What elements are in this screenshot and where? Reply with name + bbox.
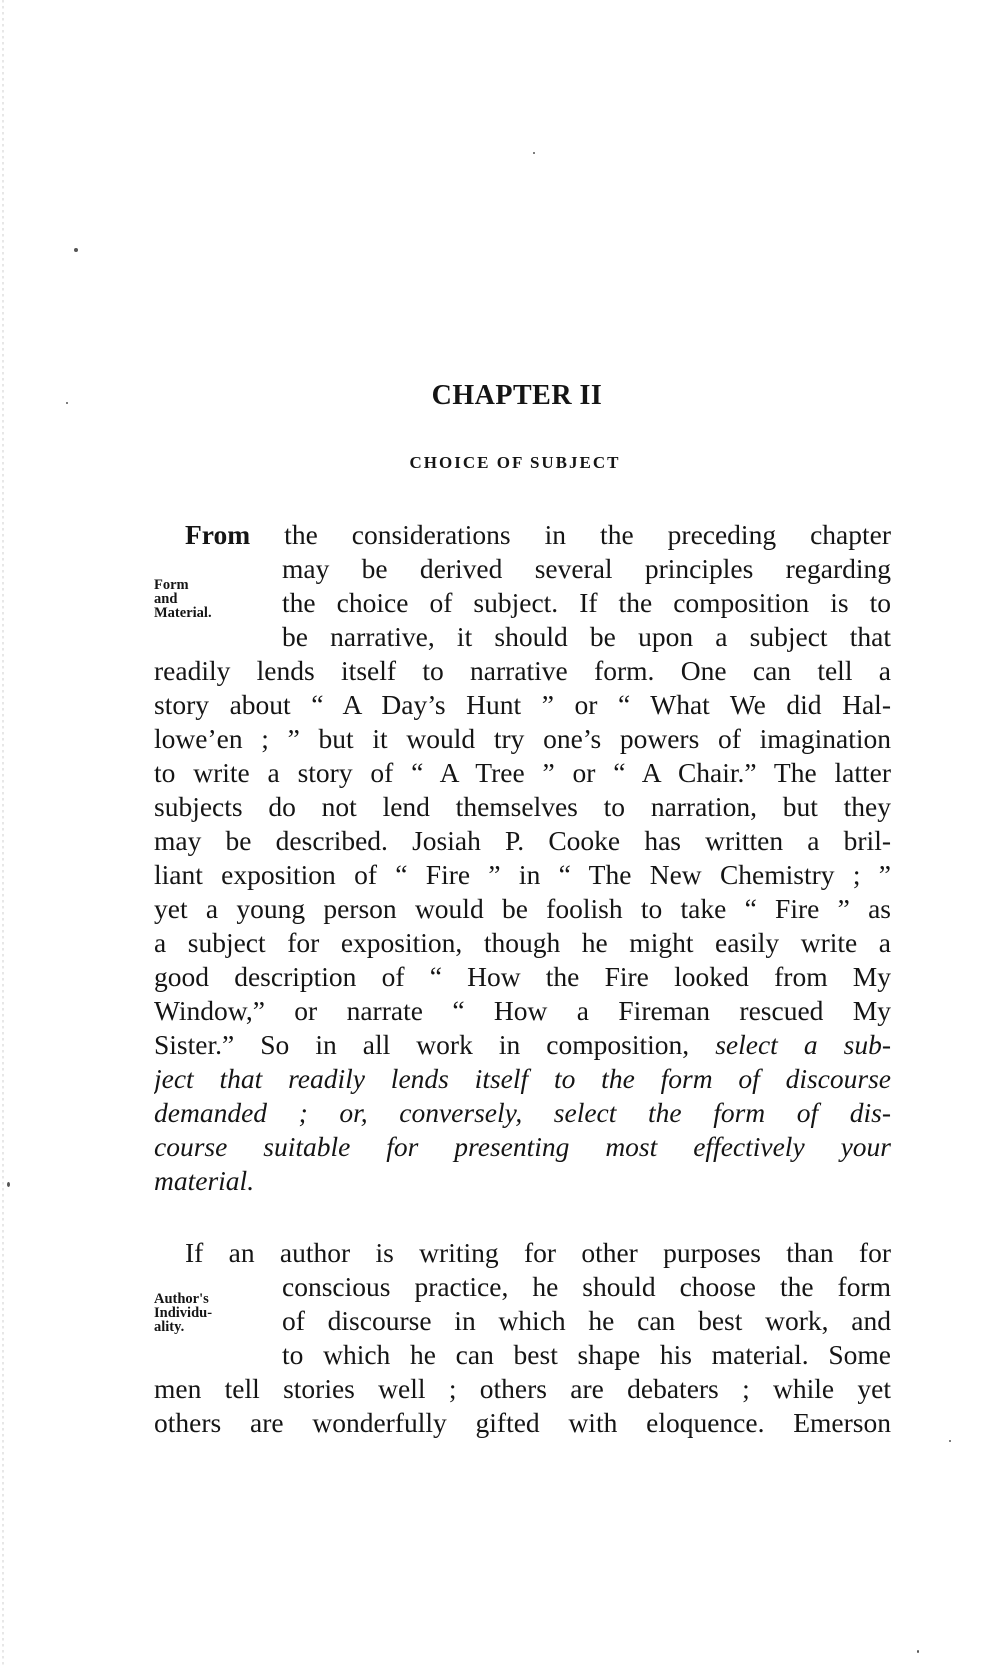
emphasis-text: select a sub-: [715, 1029, 891, 1060]
scan-edge: [2, 0, 4, 1667]
paragraph-line: Sister.” So in all work in composition, select a sub-: [154, 1029, 891, 1060]
paragraph-line: men tell stories well ; others are debaters ; while yet: [154, 1373, 891, 1404]
paragraph-line: to write a story of “ A Tree ” or “ A Chair.” The latter: [154, 757, 891, 788]
margin-note-line: Author's: [154, 1291, 209, 1307]
paragraph-line: subjects do not lend themselves to narration, but they: [154, 791, 891, 822]
margin-note-line: Form: [154, 577, 189, 593]
paragraph-line: the choice of subject. If the composition is to: [282, 587, 891, 618]
paragraph-line: of discourse in which he can best work, and: [282, 1305, 891, 1336]
margin-note-author-individuality: [154, 1292, 212, 1334]
paragraph-line: story about “ A Day’s Hunt ” or “ What We did Hal-: [154, 689, 891, 720]
scan-speck: [66, 402, 68, 404]
margin-note-form-material: [154, 578, 212, 620]
paragraph-line: be narrative, it should be upon a subject that: [282, 621, 891, 652]
paragraph-line: may be described. Josiah P. Cooke has written a bril-: [154, 825, 891, 856]
paragraph-line: lowe’en ; ” but it would try one’s powers of imagination: [154, 723, 891, 754]
margin-note-line: ality.: [154, 1319, 185, 1335]
margin-note-line: and: [154, 591, 178, 607]
paragraph-line: From the considerations in the preceding chapter: [185, 519, 891, 550]
emphasis-line: demanded ; or, conversely, select the form of dis-: [154, 1097, 891, 1128]
scan-speck: [74, 248, 78, 252]
emphasis-line: course suitable for presenting most effectively your: [154, 1131, 891, 1162]
chapter-title: CHAPTER II: [431, 380, 603, 411]
scan-speck: [533, 152, 535, 154]
paragraph-line: to which he can best shape his material. Some: [282, 1339, 891, 1370]
paragraph-line: conscious practice, he should choose the form: [282, 1271, 891, 1302]
paragraph-line: good description of “ How the Fire looked from My: [154, 961, 891, 992]
emphasis-line: material.: [154, 1165, 255, 1196]
paragraph-line: others are wonderfully gifted with eloquence. Emerson: [154, 1407, 891, 1438]
scan-speck: [7, 1182, 10, 1187]
paragraph-line: If an author is writing for other purposes than for: [185, 1237, 891, 1268]
margin-note-line: Material.: [154, 605, 212, 621]
paragraph-line: may be derived several principles regarding: [282, 553, 891, 584]
emphasis-line: ject that readily lends itself to the form of discourse: [154, 1063, 891, 1094]
scan-speck: [949, 1440, 951, 1442]
paragraph-line: a subject for exposition, though he might easily write a: [154, 927, 891, 958]
paragraph-line: readily lends itself to narrative form. One can tell a: [154, 655, 891, 686]
paragraph-lead-word: From: [185, 519, 251, 550]
paragraph-line: Window,” or narrate “ How a Fireman rescued My: [154, 995, 891, 1026]
paragraph-line: yet a young person would be foolish to take “ Fire ” as: [154, 893, 891, 924]
scan-speck: [917, 1650, 919, 1653]
chapter-subtitle: CHOICE OF SUBJECT: [409, 453, 621, 472]
paragraph-line: liant exposition of “ Fire ” in “ The New Chemistry ; ”: [154, 859, 891, 890]
margin-note-line: Individu-: [154, 1305, 213, 1321]
